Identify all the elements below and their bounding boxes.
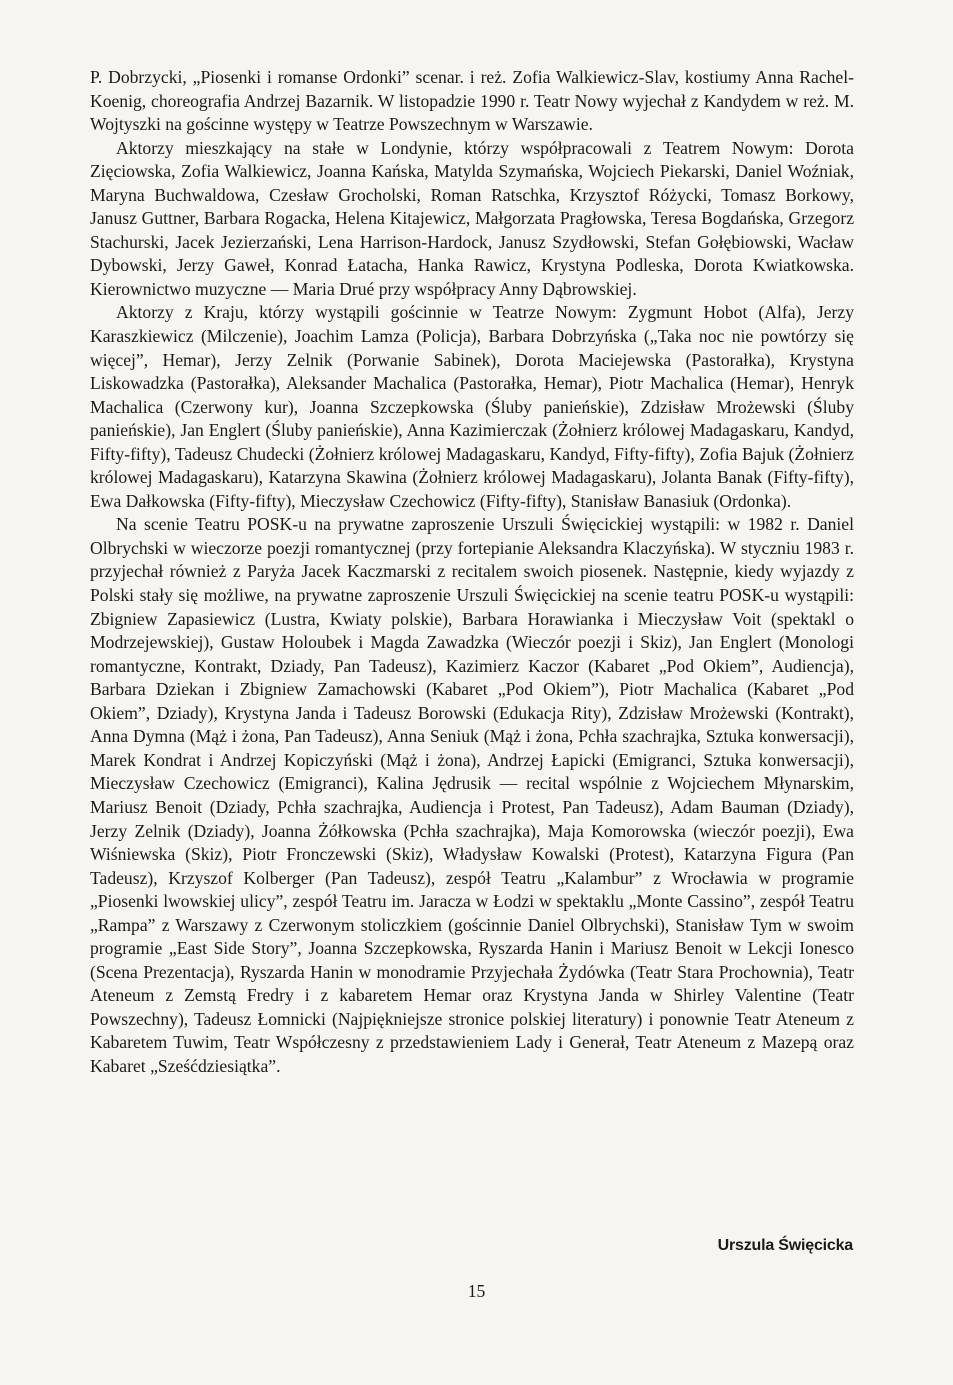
paragraph-guest-actors: Aktorzy z Kraju, którzy wystąpili gościnnie w Teatrze Nowym: Zygmunt Hobot (Alfa), Jerzy Karaszkiewicz (Milczenie), Joachim Lamza (Policja), Barbara Dobrzyńska („Taka noc nie powtórzy się więcej”, Hemar), Jerzy Zelnik (Porwanie Sabinek), Dorota Maciejewska (Pastorałka), Krystyna Liskowadzka (Pastorałka), Aleksander Machalica (Pastorałka, Hemar), Piotr Machalica (Hemar), Henryk Machalica (Czerwony kur), Joanna Szczepkowska (Śluby panieńskie), Zdzisław Mrożewski (Śluby panieńskie), Jan Englert (Śluby panieńskie), Anna Kazimierczak (Żołnierz królowej Madagaskaru, Kandyd, Fifty-fifty), Tadeusz Chudecki (Żołnierz królowej Madagaskaru, Kandyd, Fifty-fifty), Zofia Bajuk (Żołnierz królowej Madagaskaru), Katarzyna Skawina (Żołnierz królowej Madagaskaru), Jolanta Banak (Fifty-fifty), Ewa Dałkowska (Fifty-fifty), Mieczysław Czechowicz (Fifty-fifty), Stanisław Banasiuk (Ordonka). (90, 302, 854, 511)
author-signature: Urszula Święcicka (717, 1237, 853, 1254)
paragraph-posk-performances: Na scenie Teatru POSK-u na prywatne zaproszenie Urszuli Święcickiej wystąpili: w 1982 r. Daniel Olbrychski w wieczorze poezji romantycznej (przy fortepianie Aleksandra Klaczyńska). W styczniu 1983 r. przyjechał również z Paryża Jacek Kaczmarski z recitalem swoich piosenek. Następnie, kiedy wyjazdy z Polski stały się możliwe, na prywatne zaproszenie Urszuli Święcickiej na scenie teatru POSK-u wystąpili: Zbigniew Zapasiewicz (Lustra, Kwiaty polskie), Barbara Horawianka i Mieczysław Voit (spektakl o Modrzejewskiej), Gustaw Holoubek i Magda Zawadzka (Wieczór poezji i Skiz), Jan Englert (Monologi romantyczne, Kontrakt, Dziady, Pan Tadeusz), Kazimierz Kaczor (Kabaret „Pod Okiem”, Audiencja), Barbara Dziekan i Zbigniew Zamachowski (Kabaret „Pod Okiem”), Piotr Machalica (Kabaret „Pod Okiem”, Dziady), Krystyna Janda i Tadeusz Borowski (Edukacja Rity), Zdzisław Mrożewski (Kontrakt), Anna Dymna (Mąż i żona, Pan Tadeusz), Anna Seniuk (Mąż i żona, Pchła szachrajka, Sztuka konwersacji), Marek Kondrat i Andrzej Kopiczyński (Mąż i żona), Andrzej Łapicki (Emigranci, Sztuka konwersacji), Mieczysław Czechowicz (Emigranci), Kalina Jędrusik — recital wspólnie z Wojciechem Młynarskim, Mariusz Benoit (Dziady, Pchła szachrajka, Audiencja i Protest, Pan Tadeusz), Adam Bauman (Dziady), Jerzy Zelnik (Dziady), Joanna Żółkowska (Pchła szachrajka), Maja Komorowska (wieczór poezji), Ewa Wiśniewska (Skiz), Piotr Fronczewski (Skiz), Władysław Kowalski (Protest), Katarzyna Figura (Pan Tadeusz), Krzyszof Kolberger (Pan Tadeusz), zespół Teatru „Kalambur” z Wrocławia w programie „Piosenki lwowskiej ulicy”, zespół Teatru im. Jaracza w Łodzi w spektaklu „Monte Cassino”, zespół Teatru „Rampa” z Warszawy z Czerwonym stoliczkiem (gościnnie Daniel Olbrychski), Stanisław Tym w swoim programie „East Side Story”, Joanna Szczepkowska, Ryszarda Hanin i Mariusz Benoit w Lekcji Ionesco (Scena Prezentacja), Ryszarda Hanin w monodramie Przyjechała Żydówka (Teatr Stara Prochownia), Teatr Ateneum z Zemstą Fredry i z kabaretem Hemar oraz Krystyna Janda w Shirley Valentine (Teatr Powszechny), Tadeusz Łomnicki (Najpiękniejsze stronice polskiej literatury) i ponownie Teatr Ateneum z Kabaretem Tuwim, Teatr Współczesny z przedstawieniem Lady i Generał, Teatr Ateneum z Mazepą oraz Kabaret „Sześćdziesiątka”. (90, 514, 854, 1076)
paragraph-london-actors: Aktorzy mieszkający na stałe w Londynie, którzy współpracowali z Teatrem Nowym: Dorota Zięciowska, Zofia Walkiewicz, Joanna Kańska, Matylda Szymańska, Wojciech Piekarski, Daniel Woźniak, Maryna Buchwaldowa, Czesław Grocholski, Roman Ratschka, Krzysztof Różycki, Tomasz Borkowy, Janusz Guttner, Barbara Rogacka, Helena Kitajewicz, Małgorzata Pragłowska, Teresa Bogdańska, Grzegorz Stachurski, Jacek Jezierzański, Lena Harrison-Hardock, Janusz Szydłowski, Stefan Gołębiowski, Wacław Dybowski, Jerzy Gaweł, Konrad Łatacha, Hanka Rawicz, Krystyna Podleska, Dorota Kwiatkowska. Kierownictwo muzyczne — Maria Drué przy współpracy Anny Dąbrowskiej. (90, 137, 854, 299)
body-text (90, 66, 854, 1079)
page-number: 15 (467, 1281, 486, 1301)
paragraph-intro: P. Dobrzycki, „Piosenki i romanse Ordonki” scenar. i reż. Zofia Walkiewicz-Slav, kostiumy Anna Rachel-Koenig, choreografia Andrzej Bazarnik. W listopadzie 1990 r. Teatr Nowy wyjechał z Kandydem w reż. M. Wojtyszki na gościnne występy w Teatrze Powszechnym w Warszawie. (90, 67, 854, 135)
